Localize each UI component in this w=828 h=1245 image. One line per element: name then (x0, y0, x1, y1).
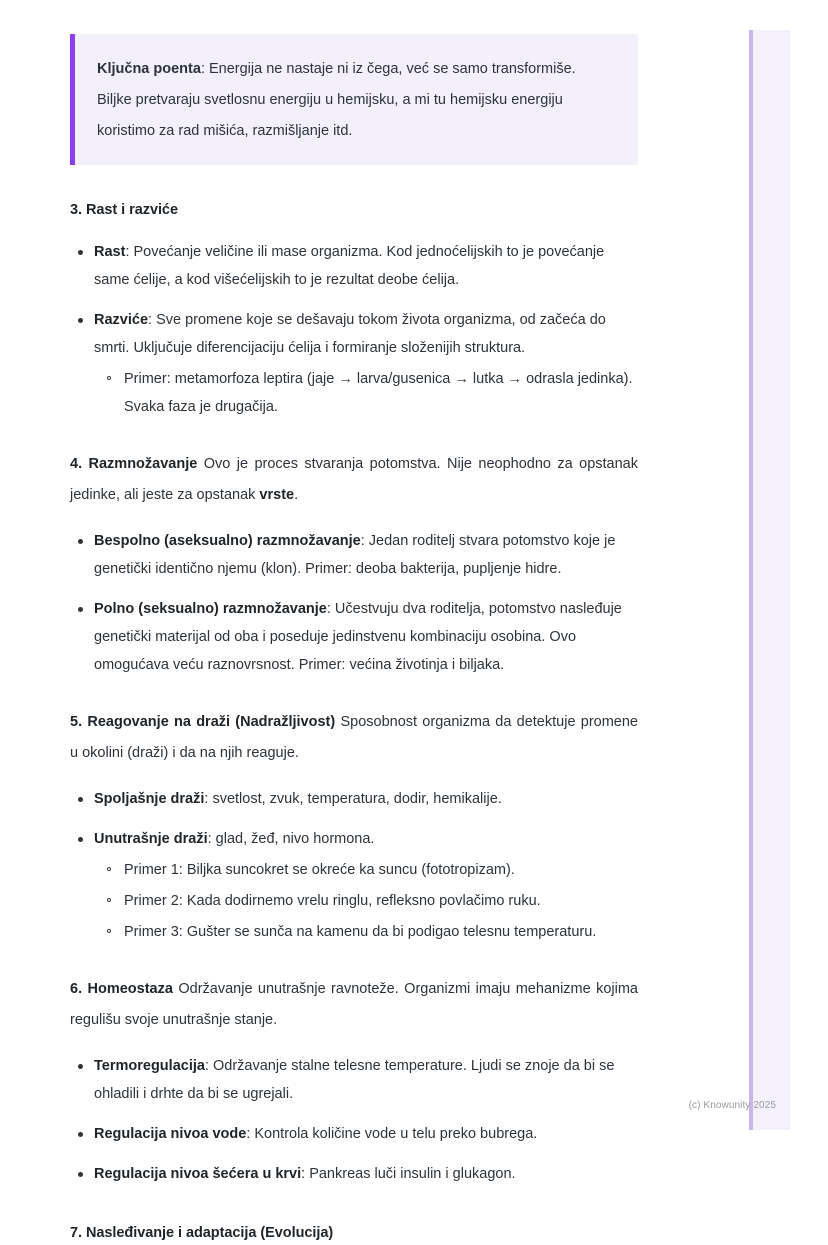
bullet-term: Rast (94, 244, 126, 260)
section-4-text-2: . (294, 487, 299, 503)
list-item (70, 238, 638, 294)
section-heading-3: 3. Rast i razviće (70, 202, 178, 218)
section-4-text-1: Ovo je proces stvaranja potomstva. Nije neophodno za opstanak jedinke, ali jeste za opstanak (70, 456, 638, 503)
bullet-term: Termoregulacija (94, 1058, 205, 1074)
list-item (70, 1120, 638, 1148)
section-6-number: 6. (70, 981, 88, 997)
section-4-number: 4. (70, 456, 89, 472)
section-heading-7: 7. Nasleđivanje i adaptacija (Evolucija) (70, 1225, 334, 1241)
bullet-text: : Održavanje stalne telesne temperature. Ljudi se znoje da bi se ohladili i drhte da bi se ugrejali. (94, 1058, 615, 1102)
list-item (70, 825, 638, 946)
bullet-term: Polno (seksualno) razmnožavanje (94, 601, 327, 617)
section-3-bullet-list (70, 238, 638, 421)
bullet-text: : Pankreas luči insulin i glukagon. (301, 1166, 516, 1182)
section-5-number: 5. (70, 714, 88, 730)
section-6-term: Homeostaza (87, 981, 173, 997)
callout-label: Ključna poenta (97, 61, 201, 77)
bullet-term: Regulacija nivoa vode (94, 1126, 247, 1142)
bullet-term: Bespolno (aseksualno) razmnožavanje (94, 533, 361, 549)
section-5-text-1: Sposobnost organizma da detektuje promene u okolini (draži) i da na njih reaguje. (70, 714, 638, 761)
callout-paragraph (97, 54, 614, 147)
bullet-text: : Povećanje veličine ili mase organizma. Kod jednoćelijskih to je povećanje same ćelije, a kod višećelijskih to je rezultat deobe ćelija. (94, 244, 605, 288)
bullet-text: : Sve promene koje se dešavaju tokom života organizma, od začeća do smrti. Uključuje diferencijaciju ćelija i formiranje složenijih struktura. (94, 312, 606, 356)
list-item (70, 527, 638, 583)
bullet-text: : svetlost, zvuk, temperatura, dodir, hemikalije. (204, 791, 502, 807)
list-item (70, 595, 638, 679)
section-6-bullet-list (70, 1052, 638, 1188)
document-content (70, 34, 638, 1245)
footer-copyright: (c) Knowunity 2025 (688, 1100, 776, 1111)
bullet-text: : Kontrola količine vode u telu preko bubrega. (246, 1126, 538, 1142)
list-item (70, 1160, 638, 1188)
list-item (70, 785, 638, 813)
section-4-bold-2: vrste (259, 487, 295, 503)
section-4-lead-paragraph (70, 449, 638, 511)
bullet-term: Razviće (94, 312, 149, 328)
right-side-decorative-panel (749, 30, 790, 1130)
bullet-term: Spoljašnje draži (94, 791, 205, 807)
section-6-lead-paragraph (70, 974, 638, 1036)
nested-example-list (94, 856, 638, 946)
list-item: Primer 3: Gušter se sunča na kamenu da bi podigao telesnu temperaturu. (94, 918, 638, 946)
section-5-term: Reagovanje na draži (Nadražljivost) (87, 714, 336, 730)
nested-example-list (94, 365, 638, 421)
section-4-bullet-list (70, 527, 638, 679)
section-4-term: Razmnožavanje (88, 456, 198, 472)
key-point-callout (70, 34, 638, 165)
list-item (70, 306, 638, 421)
bullet-term: Regulacija nivoa šećera u krvi (94, 1166, 302, 1182)
list-item: Primer 2: Kada dodirnemo vrelu ringlu, refleksno povlačimo ruku. (94, 887, 638, 915)
list-item: Primer 1: Biljka suncokret se okreće ka suncu (fototropizam). (94, 856, 638, 884)
section-5-bullet-list (70, 785, 638, 946)
bullet-term: Unutrašnje draži (94, 831, 208, 847)
callout-text: : Energija ne nastaje ni iz čega, već se samo transformiše. Biljke pretvaraju svetlosnu energiju u hemijsku, a mi tu hemijsku energiju koristimo za rad mišića, razmišljanje itd. (97, 61, 576, 139)
section-5-lead-paragraph (70, 707, 638, 769)
list-item: Primer: metamorfoza leptira (jaje → larva/gusenica → lutka → odrasla jedinka). Svaka faza je drugačija. (94, 365, 638, 421)
section-6-text-1: Održavanje unutrašnje ravnoteže. Organizmi imaju mehanizme kojima regulišu svoje unutrašnje stanje. (70, 981, 638, 1028)
bullet-text: : Jedan roditelj stvara potomstvo koje je genetički identično njemu (klon). Primer: deoba bakterija, pupljenje hidre. (94, 533, 616, 577)
bullet-text: : Učestvuju dva roditelja, potomstvo nasleđuje genetički materijal od oba i poseduje jedinstvenu kombinaciju osobina. Ovo omogućava veću raznovrsnost. Primer: većina životinja i biljaka. (94, 601, 622, 673)
bullet-text: : glad, žeđ, nivo hormona. (207, 831, 375, 847)
